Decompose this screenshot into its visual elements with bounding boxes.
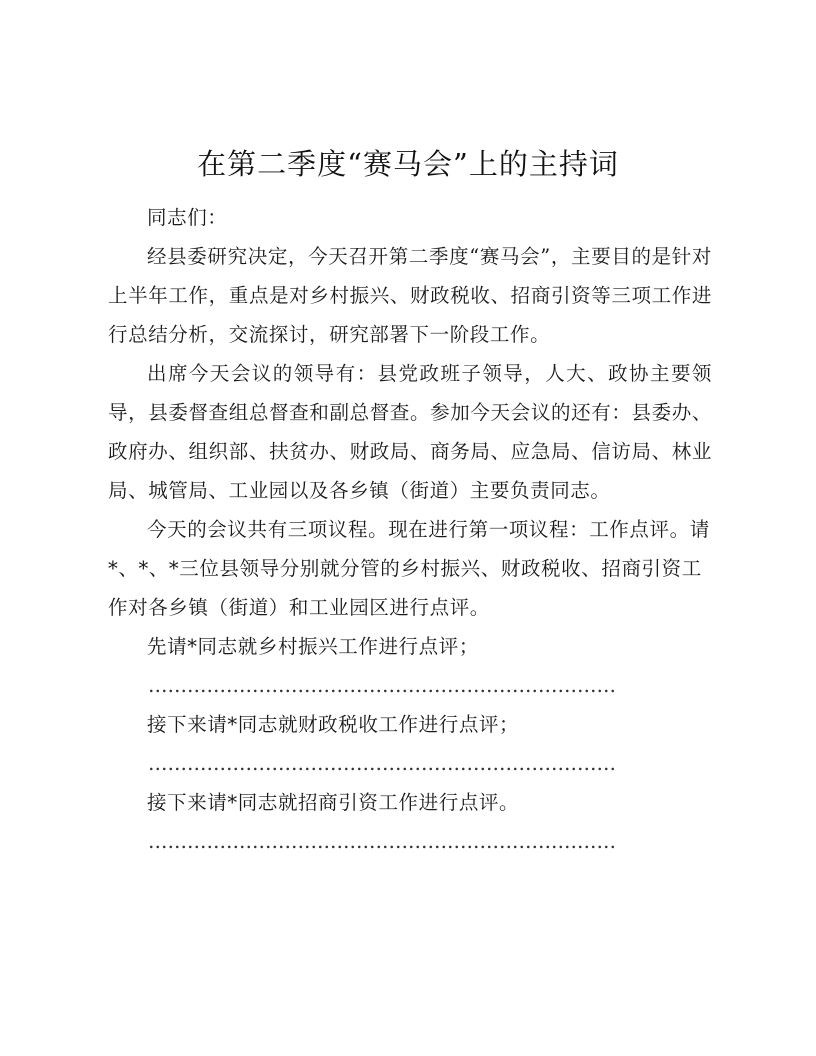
- step-rural-revitalization: 先请*同志就乡村振兴工作进行点评；: [147, 635, 479, 658]
- document-title: 在第二季度“赛马会”上的主持词: [197, 147, 619, 181]
- dotted-placeholder: ………………………………………………………………: [148, 830, 616, 853]
- greeting: 同志们：: [147, 206, 228, 229]
- dotted-placeholder: ………………………………………………………………: [148, 674, 616, 697]
- step-investment: 接下来请*同志就招商引资工作进行点评。: [147, 791, 520, 814]
- step-fiscal-tax: 接下来请*同志就财政税收工作进行点评；: [147, 713, 520, 736]
- document-body: [108, 198, 712, 861]
- paragraph-attendees: 出席今天会议的领导有：县党政班子领导，人大、政协主要领导，县委督查组总督查和副总督查。参加今天会议的还有：县委办、政府办、组织部、扶贫办、财政局、商务局、应急局、信访局、林业局、城管局、工业园以及各乡镇（街道）主要负责同志。: [108, 362, 712, 502]
- paragraph-agenda: 今天的会议共有三项议程。现在进行第一项议程：工作点评。请*、*、*三位县领导分别就分管的乡村振兴、财政税收、招商引资工作对各乡镇（街道）和工业园区进行点评。: [108, 518, 710, 619]
- dotted-placeholder: ………………………………………………………………: [148, 752, 616, 775]
- paragraph-purpose: 经县委研究决定，今天召开第二季度“赛马会”，主要目的是针对上半年工作，重点是对乡村振兴、财政税收、招商引资等三项工作进行总结分析，交流探讨，研究部署下一阶段工作。: [108, 245, 712, 346]
